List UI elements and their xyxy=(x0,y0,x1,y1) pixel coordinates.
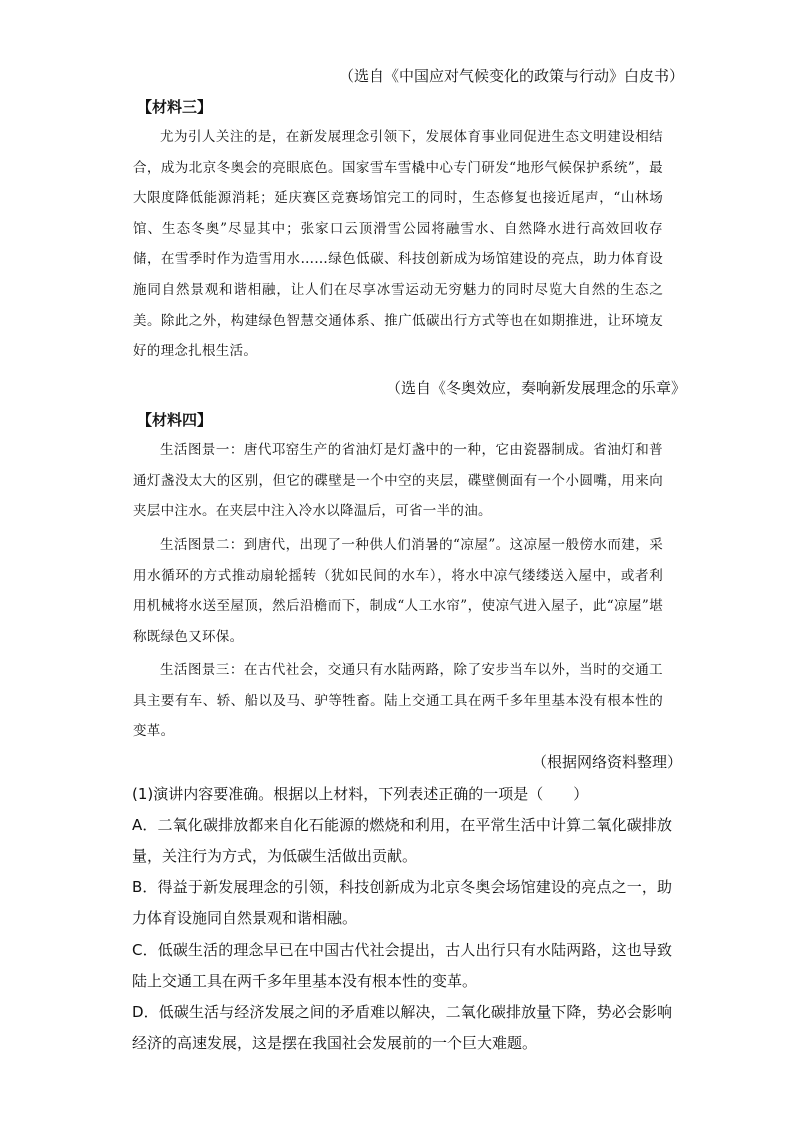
material-4-scene-1: 生活图景一：唐代邛窑生产的省油灯是灯盏中的一种，它由瓷器制成。省油灯和普通灯盏没太大的区别，但它的碟壁是一个中空的夹层，碟壁侧面有一个小圆嘴，用来向夹层中注水。在夹层中注入冷水以降温后，可省一半的油。 xyxy=(133,442,663,520)
option-b: B．得益于新发展理念的引领，科技创新成为北京冬奥会场馆建设的亮点之一，助力体育设施同自然景观和谐相融。 xyxy=(132,878,672,927)
material-3-title: 【材料三】 xyxy=(137,98,213,116)
option-a: A．二氧化碳排放都来自化石能源的燃烧和利用，在平常生活中计算二氧化碳排放量，关注行为方式，为低碳生活做出贡献。 xyxy=(132,816,672,865)
material-4-scene-2: 生活图景二：到唐代，出现了一种供人们消暑的“凉屋”。这凉屋一般傍水而建，采用水循环的方式推动扇轮摇转（犹如民间的水车），将水中凉气缕缕送入屋中，或者利用机械将水送至屋顶，然后沿檐而下，制成“人工水帘”，使凉气进入屋子，此“凉屋”堪称既绿色又环保。 xyxy=(133,537,663,645)
material-4-scene-3: 生活图景三：在古代社会，交通只有水陆两路，除了安步当车以外，当时的交通工具主要有车、轿、船以及马、驴等牲畜。陆上交通工具在两千多年里基本没有根本性的变革。 xyxy=(133,662,663,740)
source-citation-3: （选自《冬奥效应，奏响新发展理念的乐章》 xyxy=(385,379,686,397)
material-4-title: 【材料四】 xyxy=(137,411,213,429)
option-d: D．低碳生活与经济发展之间的矛盾难以解决，二氧化碳排放量下降，势必会影响经济的高速发展，这是摆在我国社会发展前的一个巨大难题。 xyxy=(132,1003,672,1052)
material-3-paragraph: 尤为引人关注的是，在新发展理念引领下，发展体育事业同促进生态文明建设相结合，成为北京冬奥会的亮眼底色。国家雪车雪橇中心专门研发“地形气候保护系统”，最大限度降低能源消耗；延庆赛区竞赛场馆完工的同时，生态修复也接近尾声，“山林场馆、生态冬奥”尽显其中；张家口云顶滑雪公园将融雪水、自然降水进行高效回收存储，在雪季时作为造雪用水……绿色低碳、科技创新成为场馆建设的亮点，助力体育设施同自然景观和谐相融，让人们在尽享冰雪运动无穷魅力的同时尽览大自然的生态之美。除此之外，构建绿色智慧交通体系、推广低碳出行方式等也在如期推进，让环境友好的理念扎根生活。 xyxy=(133,129,663,360)
source-citation-1: （选自《中国应对气候变化的政策与行动》白皮书） xyxy=(338,67,684,85)
option-c: C．低碳生活的理念早已在中国古代社会提出，古人出行只有水陆两路，这也导致陆上交通工具在两千多年里基本没有根本性的变革。 xyxy=(132,941,672,990)
source-citation-4: （根据网络资料整理） xyxy=(531,753,682,771)
question-stem: (1)演讲内容要准确。根据以上材料，下列表述正确的一项是（ ） xyxy=(132,785,589,803)
